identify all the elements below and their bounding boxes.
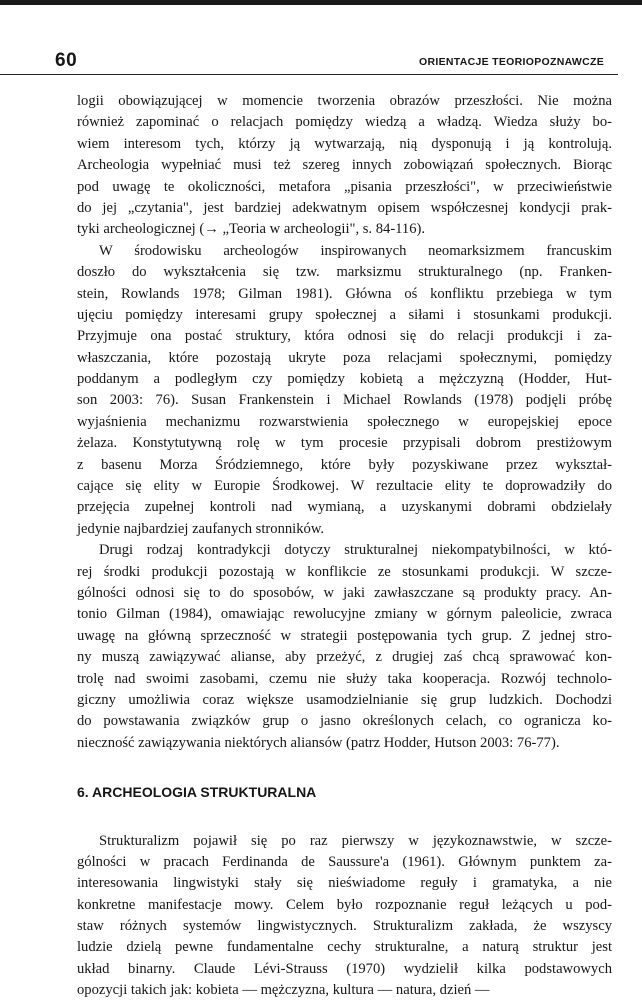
text-line: cające się elity w Europie Środkowej. W rezultacie elity te doprowadziły do <box>77 478 612 495</box>
text-line: Archeologia wypełniać musi też szereg innych zobowiązań społecznych. Biorąc <box>77 157 612 174</box>
paragraph <box>77 831 612 1002</box>
text-line: żelaza. Konstytutywną rolę w tym procesie przypisali dobrom prestiżowym <box>77 435 612 452</box>
text-line: tonio Gilman (1984), omawiając rewolucyjne zmiany w górnym paleolicie, zwraca <box>77 606 612 623</box>
text-line: logii obowiązującej w momencie tworzenia obrazów przeszłości. Nie można <box>77 93 612 109</box>
text-line: opozycji takich jak: kobieta — mężczyzna, kultura — natura, dzień — <box>77 982 490 999</box>
text-line: gólności w pracach Ferdinanda de Saussure'a (1961). Głównym punktem za- <box>77 853 612 870</box>
text-line: trolę nad swoimi zasobami, czemu nie służy taka kooperacja. Rozwój technolo- <box>77 670 612 687</box>
paragraphs <box>77 91 612 754</box>
paragraph <box>77 540 612 754</box>
paragraph <box>77 241 612 540</box>
text-line: rej środki produkcji pozostają w konflikcie ze stosunkami produkcji. W szcze- <box>77 563 612 580</box>
running-head: ORIENTACJE TEORIOPOZNAWCZE <box>419 56 604 68</box>
text-line: ludzie dzielą pewne fundamentalne cechy strukturalne, a naturą struktur jest <box>77 939 612 956</box>
page-header <box>0 0 642 80</box>
text-line: staw różnych systemów lingwistycznych. Strukturalizm zakłada, że wszyscy <box>77 918 612 935</box>
page-number: 60 <box>55 50 78 71</box>
text-line: ujęciu pomiędzy interesami grupy społecznej a siłami i stosunkami produkcji. <box>77 306 612 323</box>
text-line: konkretne manifestacje mowy. Celem było rozpoznanie reguł leżących u pod- <box>77 896 612 913</box>
text-line: wyjaśnienia mechanizmu rozwarstwienia społecznego w europejskiej epoce <box>77 413 612 430</box>
text-line: wiem interesom tych, którzy ją wytwarzają, nią dysponują i ją kontrolują. <box>77 135 612 152</box>
text-line: do jej „czytania", jest bardziej adekwatnym opisem współczesnej kondycji prak- <box>77 199 612 216</box>
body-text <box>77 91 612 1002</box>
text-line: interesowania lingwistyki stały się nieświadome reguły i gramatyka, a nie <box>77 875 612 892</box>
text-line: tyki archeologicznej (→ „Teoria w archeologii", s. 84-116). <box>77 221 426 238</box>
text-line: son 2003: 76). Susan Frankenstein i Michael Rowlands (1978) podjęli próbę <box>77 392 612 409</box>
text-line: giczny umożliwia coraz większe usamodzielnianie się grup ludzkich. Dochodzi <box>77 691 612 708</box>
text-line: przejęcia zupełnej kontroli nad wymianą, a uzyskanymi dobrami obdzielały <box>77 499 612 516</box>
text-line: uwagę na główną sprzeczność w strategii postępowania tych grup. Z jednej stro- <box>77 627 612 644</box>
text-line: gólności odnosi się to do sposobów, w jaki zawłaszczane są produkty pracy. An- <box>77 584 612 601</box>
section-paragraph <box>77 831 612 1002</box>
text-line: właszczania, które pozostają ukryte poza relacjami społecznymi, pomiędzy <box>77 349 612 366</box>
text-line: ny muszą zawiązywać alianse, aby przeżyć, z drugiej zaś chcą sprawować kon- <box>77 649 612 666</box>
text-line: stein, Rowlands 1978; Gilman 1981). Główna oś konfliktu przebiega w tym <box>77 285 612 302</box>
text-line: do powstawania związków grup o jasno określonych celach, co ogranicza ko- <box>77 713 612 730</box>
text-line: Przyjmuje ona postać struktury, która odnosi się do relacji produkcji i za- <box>77 328 612 345</box>
text-line: pod uwagę te okoliczności, metafora „pisania przeszłości", w przeciwieństwie <box>77 178 612 195</box>
header-rule <box>0 74 618 75</box>
section-heading: 6. ARCHEOLOGIA STRUKTURALNA <box>77 784 317 801</box>
text-line: nieczność zawiązywania niektórych aliansów (patrz Hodder, Hutson 2003: 76-77). <box>77 734 560 751</box>
paragraph <box>77 91 612 241</box>
text-line: poddanym a podległym czy pomiędzy kobietą a mężczyzną (Hodder, Hut- <box>77 371 612 388</box>
text-line: Drugi rodzaj kontradykcji dotyczy strukturalnej niekompatybilności, w któ- <box>99 542 612 559</box>
text-line: Strukturalizm pojawił się po raz pierwszy w językoznawstwie, w szcze- <box>99 832 612 849</box>
text-line: W środowisku archeologów inspirowanych neomarksizmem francuskim <box>99 242 612 259</box>
text-line: jedynie najbardziej zaufanych stronników. <box>77 520 325 537</box>
text-line: z basenu Morza Śródziemnego, które były pozyskiwane przez wykształ- <box>77 456 612 473</box>
text-line: również zapominać o relacjach pomiędzy wiedzą a władzą. Wiedza służy bo- <box>77 114 612 131</box>
text-line: układ binarny. Claude Lévi-Strauss (1970) wydzielił kilka podstawowych <box>77 960 612 977</box>
text-line: doszło do wykształcenia się tzw. marksizmu strukturalnego (np. Franken- <box>77 264 612 281</box>
